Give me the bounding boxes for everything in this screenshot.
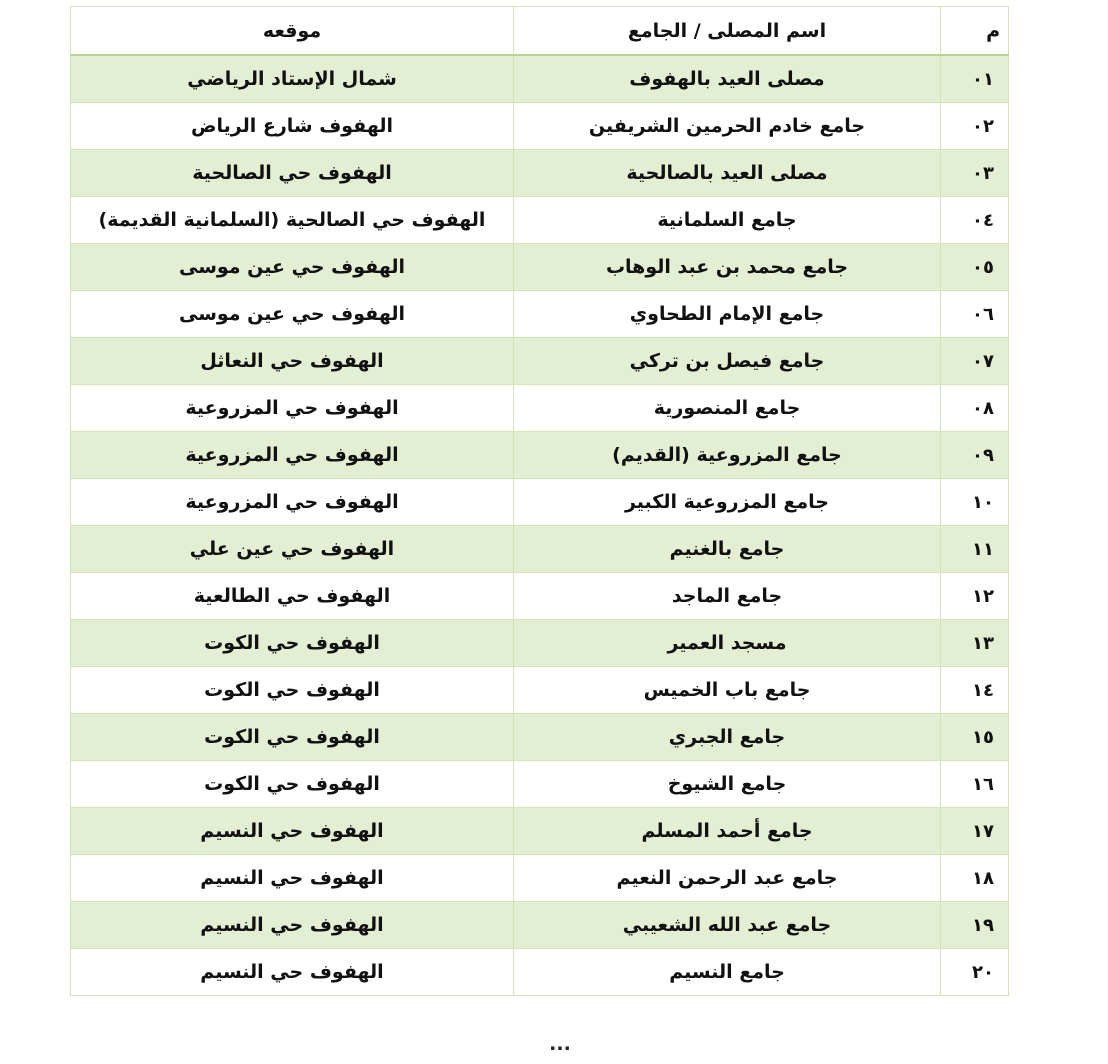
mosques-table-container [70,6,1008,996]
location-cell: الهفوف حي عين موسى [71,291,514,338]
mosques-table [70,6,1009,996]
mosque-name-cell: مصلى العيد بالهفوف [514,55,941,103]
table-row [71,385,1009,432]
header-number: م [941,7,1009,56]
mosque-name-cell: جامع عبد الرحمن النعيم [514,855,941,902]
location-cell: الهفوف حي المزروعية [71,432,514,479]
table-header [71,7,1009,56]
row-number-cell: ٠١ [941,55,1009,103]
row-number-cell: ٠٧ [941,338,1009,385]
location-cell: الهفوف حي الكوت [71,667,514,714]
table-row [71,902,1009,949]
location-cell: الهفوف حي الكوت [71,761,514,808]
table-row [71,432,1009,479]
row-number-cell: ٠٨ [941,385,1009,432]
row-number-cell: ١٥ [941,714,1009,761]
table-row [71,103,1009,150]
row-number-cell: ١٩ [941,902,1009,949]
table-row [71,573,1009,620]
table-row [71,526,1009,573]
mosque-name-cell: جامع السلمانية [514,197,941,244]
location-cell: شمال الإستاد الرياضي [71,55,514,103]
table-row [71,55,1009,103]
table-row [71,949,1009,996]
location-cell: الهفوف حي الصالحية [71,150,514,197]
table-row [71,855,1009,902]
row-number-cell: ١٠ [941,479,1009,526]
table-row [71,667,1009,714]
location-cell: الهفوف حي الكوت [71,714,514,761]
location-cell: الهفوف حي الكوت [71,620,514,667]
mosque-name-cell: جامع محمد بن عبد الوهاب [514,244,941,291]
table-row [71,479,1009,526]
mosque-name-cell: جامع النسيم [514,949,941,996]
mosque-name-cell: مسجد العمير [514,620,941,667]
header-location: موقعه [71,7,514,56]
table-row [71,197,1009,244]
location-cell: الهفوف حي عين موسى [71,244,514,291]
mosque-name-cell: جامع المزروعية (القديم) [514,432,941,479]
row-number-cell: ٠٣ [941,150,1009,197]
location-cell: الهفوف حي النعاثل [71,338,514,385]
mosque-name-cell: جامع باب الخميس [514,667,941,714]
row-number-cell: ١١ [941,526,1009,573]
table-body [71,55,1009,996]
location-cell: الهفوف حي المزروعية [71,479,514,526]
row-number-cell: ٠٤ [941,197,1009,244]
mosque-name-cell: جامع الإمام الطحاوي [514,291,941,338]
location-cell: الهفوف شارع الرياض [71,103,514,150]
location-cell: الهفوف حي الطالعية [71,573,514,620]
table-row [71,338,1009,385]
header-row [71,7,1009,56]
mosque-name-cell: جامع عبد الله الشعيبي [514,902,941,949]
mosque-name-cell: جامع الجبري [514,714,941,761]
table-row [71,620,1009,667]
row-number-cell: ٠٦ [941,291,1009,338]
location-cell: الهفوف حي النسيم [71,902,514,949]
mosque-name-cell: جامع المنصورية [514,385,941,432]
mosque-name-cell: جامع بالغنيم [514,526,941,573]
mosque-name-cell: جامع المزروعية الكبير [514,479,941,526]
location-cell: الهفوف حي النسيم [71,855,514,902]
location-cell: الهفوف حي عين علي [71,526,514,573]
table-row [71,291,1009,338]
mosque-name-cell: جامع الشيوخ [514,761,941,808]
row-number-cell: ٢٠ [941,949,1009,996]
location-cell: الهفوف حي النسيم [71,949,514,996]
mosque-name-cell: جامع خادم الحرمين الشريفين [514,103,941,150]
mosque-name-cell: جامع أحمد المسلم [514,808,941,855]
row-number-cell: ١٦ [941,761,1009,808]
location-cell: الهفوف حي الصالحية (السلمانية القديمة) [71,197,514,244]
row-number-cell: ٠٥ [941,244,1009,291]
header-mosque-name: اسم المصلى / الجامع [514,7,941,56]
location-cell: الهفوف حي المزروعية [71,385,514,432]
row-number-cell: ١٨ [941,855,1009,902]
row-number-cell: ١٢ [941,573,1009,620]
table-row [71,714,1009,761]
row-number-cell: ٠٩ [941,432,1009,479]
table-row [71,808,1009,855]
table-row [71,244,1009,291]
row-number-cell: ١٧ [941,808,1009,855]
row-number-cell: ١٣ [941,620,1009,667]
table-row [71,150,1009,197]
mosque-name-cell: جامع فيصل بن تركي [514,338,941,385]
mosque-name-cell: مصلى العيد بالصالحية [514,150,941,197]
row-number-cell: ١٤ [941,667,1009,714]
mosque-name-cell: جامع الماجد [514,573,941,620]
location-cell: الهفوف حي النسيم [71,808,514,855]
footer-note: ... [549,1033,571,1055]
row-number-cell: ٠٢ [941,103,1009,150]
table-row [71,761,1009,808]
